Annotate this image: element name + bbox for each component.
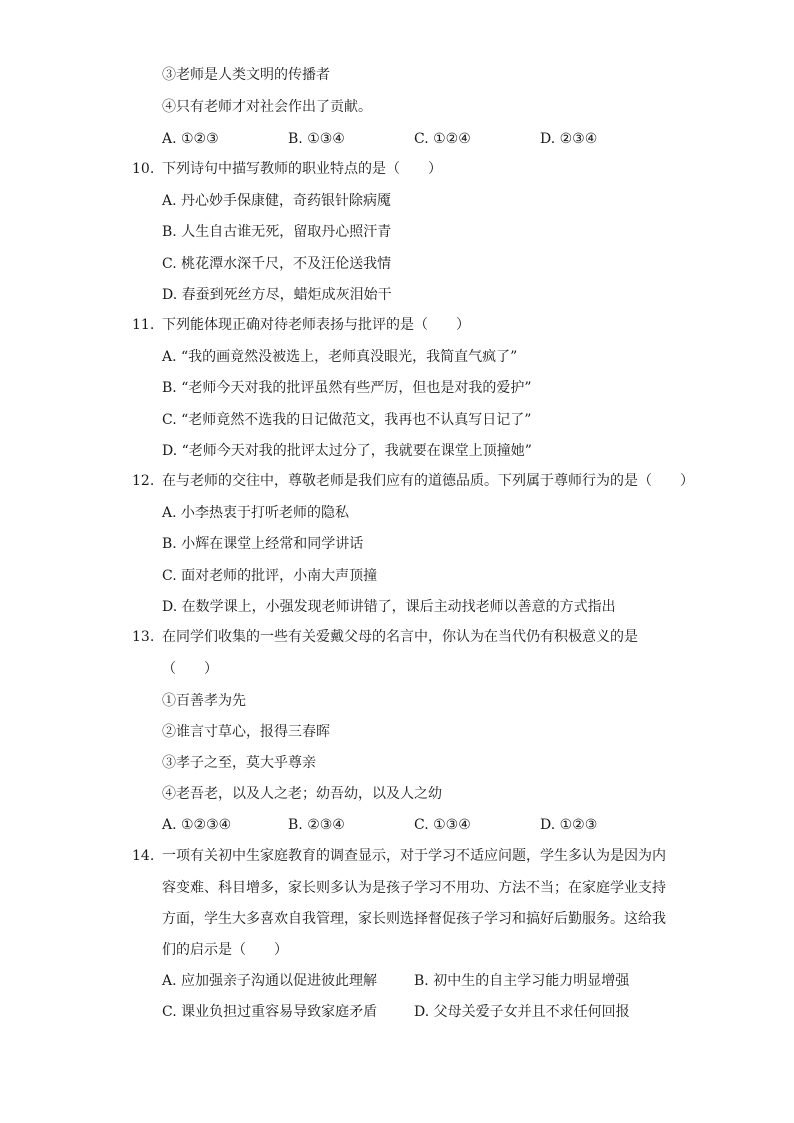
q9-options [162,128,662,150]
q11-option-b: B. “老师今天对我的批评虽然有些严厉，但也是对我的爱护” [162,380,532,396]
q14-options-row-2 [162,1001,642,1023]
q13-option-a: A. ①②③④ [162,817,232,833]
q14-option-d: D. 父母关爱子女并且不求任何回报 [414,1004,630,1020]
q10-number: 10. [132,161,155,177]
q9-option-d: D. ②③④ [540,131,598,147]
q13-option-b: B. ②③④ [288,817,345,833]
q10-option-b: B. 人生自古谁无死，留取丹心照汗青 [162,224,392,240]
q12-option-a: A. 小李热衷于打听老师的隐私 [162,505,350,521]
q10-option-a: A. 丹心妙手保康健，奇药银针除病魇 [162,193,392,209]
q12-option-d: D. 在数学课上，小强发现老师讲错了，课后主动找老师以善意的方式指出 [162,599,616,615]
q13-stem-line-2: （ ） [162,661,218,677]
q13-statement-4: ④老吾老，以及人之老；幼吾幼，以及人之幼 [162,786,442,802]
q12-stem: 在与老师的交往中，尊敬老师是我们应有的道德品质。下列属于尊师行为的是（ ） [162,473,694,489]
q9-statement-3: ③老师是人类文明的传播者 [162,67,330,83]
q14-number: 14. [132,848,155,864]
q13-stem-line-1: 在同学们收集的一些有关爱戴父母的名言中，你认为在当代仍有积极意义的是 [162,629,638,645]
q9-statement-4: ④只有老师才对社会作出了贡献。 [162,99,372,115]
q12-option-c: C. 面对老师的批评，小南大声顶撞 [162,568,378,584]
q14-options-row-1 [162,970,642,992]
q11-option-d: D. “老师今天对我的批评太过分了，我就要在课堂上顶撞她” [162,443,532,459]
q10-option-d: D. 春蚕到死丝方尽，蜡炬成灰泪始干 [162,287,392,303]
q12-option-b: B. 小辉在课堂上经常和同学讲话 [162,536,364,552]
q10-stem: 下列诗句中描写教师的职业特点的是（ ） [162,161,442,177]
q14-stem-line-4: 们的启示是（ ） [162,942,288,958]
q13-statement-1: ①百善孝为先 [162,693,246,709]
q11-option-a: A. “我的画竟然没被选上，老师真没眼光，我简直气疯了” [162,349,518,365]
q13-options [162,814,662,836]
q14-stem-line-1: 一项有关初中生家庭教育的调查显示，对于学习不适应问题，学生多认为是因为内 [162,848,666,864]
q13-statement-2: ②谁言寸草心，报得三春晖 [162,724,330,740]
q10-option-c: C. 桃花潭水深千尺，不及汪伦送我情 [162,256,392,272]
q11-option-c: C. “老师竟然不选我的日记做范文，我再也不认真写日记了” [162,412,532,428]
q14-option-b: B. 初中生的自主学习能力明显增强 [414,973,630,989]
q14-stem-line-3: 方面，学生大多喜欢自我管理，家长则选择督促孩子学习和搞好后勤服务。这给我 [162,911,666,927]
q11-number: 11. [132,317,155,333]
q9-option-b: B. ①③④ [288,131,345,147]
q13-option-d: D. ①②③ [540,817,598,833]
q13-number: 13. [132,629,155,645]
q11-stem: 下列能体现正确对待老师表扬与批评的是（ ） [162,317,470,333]
q9-option-a: A. ①②③ [162,131,219,147]
q14-option-a: A. 应加强亲子沟通以促进彼此理解 [162,973,378,989]
q13-statement-3: ③孝子之至，莫大乎尊亲 [162,755,316,771]
q14-option-c: C. 课业负担过重容易导致家庭矛盾 [162,1004,378,1020]
q9-option-c: C. ①②④ [414,131,471,147]
q12-number: 12. [132,473,155,489]
q14-stem-line-2: 容变难、科目增多，家长则多认为是孩子学习不用功、方法不当；在家庭学业支持 [162,880,666,896]
q13-option-c: C. ①③④ [414,817,471,833]
